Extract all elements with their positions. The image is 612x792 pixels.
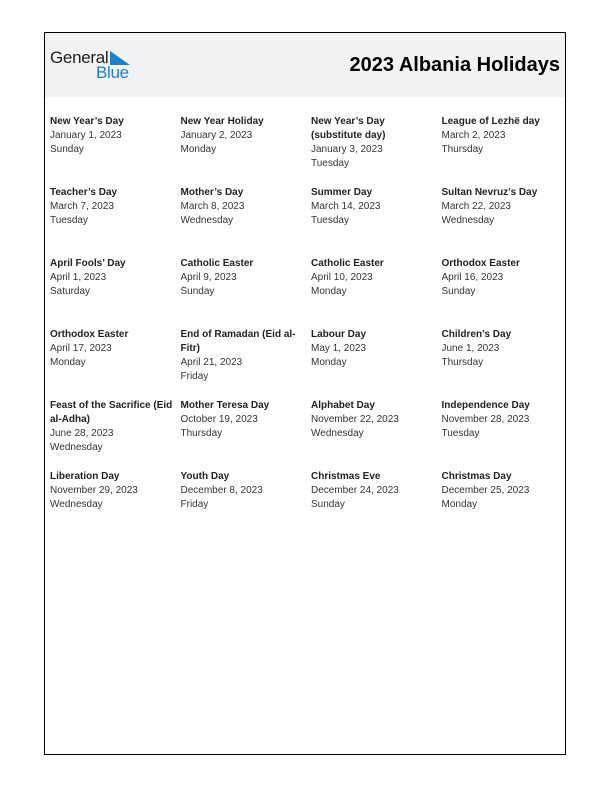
holiday-date: November 28, 2023 [441, 414, 530, 425]
holiday-entry [181, 186, 312, 257]
holiday-date: March 7, 2023 [50, 201, 114, 212]
holiday-date: April 9, 2023 [180, 272, 237, 283]
holiday-date: April 1, 2023 [50, 272, 107, 283]
holiday-date: November 29, 2023 [50, 485, 138, 496]
holiday-weekday: Thursday [180, 428, 223, 439]
holiday-name: Alphabet Day [311, 400, 375, 411]
holiday-weekday: Tuesday [50, 215, 88, 226]
holiday-entry [311, 328, 442, 399]
holiday-date: October 19, 2023 [180, 414, 258, 425]
holiday-weekday: Wednesday [50, 499, 103, 510]
holiday-weekday: Wednesday [50, 442, 103, 453]
holiday-name: Children’s Day [441, 329, 512, 340]
holiday-date: May 1, 2023 [311, 343, 367, 354]
holiday-weekday: Thursday [441, 357, 484, 368]
holiday-weekday: Sunday [311, 499, 345, 510]
holiday-weekday: Friday [180, 499, 209, 510]
holiday-weekday: Wednesday [311, 428, 364, 439]
logo-text-general: General [50, 48, 109, 67]
holiday-date: March 22, 2023 [441, 201, 511, 212]
holiday-entry [442, 399, 566, 470]
holiday-date: January 3, 2023 [311, 144, 383, 155]
holiday-weekday: Thursday [441, 144, 484, 155]
holiday-date: December 8, 2023 [180, 485, 263, 496]
holiday-entry [442, 328, 566, 399]
holiday-entry [50, 328, 181, 399]
holiday-name: Mother’s Day [180, 187, 244, 198]
holiday-weekday: Monday [180, 144, 217, 155]
generalblue-logo [50, 49, 140, 83]
holiday-name: April Fools’ Day [50, 258, 126, 269]
holiday-entry [181, 328, 312, 399]
holiday-date: April 10, 2023 [311, 272, 373, 283]
holiday-entry [50, 257, 181, 328]
holiday-date: June 1, 2023 [441, 343, 500, 354]
holiday-date: April 17, 2023 [50, 343, 112, 354]
holiday-entry [50, 115, 181, 186]
holiday-name: Mother Teresa Day [180, 400, 270, 411]
holiday-name: Sultan Nevruz’s Day [441, 187, 538, 198]
holiday-weekday: Saturday [50, 286, 91, 297]
holiday-name: Christmas Day [441, 471, 512, 482]
holiday-date: December 24, 2023 [311, 485, 399, 496]
page-title: 2023 Albania Holidays [349, 54, 560, 76]
holiday-name: Orthodox Easter [441, 258, 520, 269]
holiday-entry [181, 257, 312, 328]
holiday-entry [50, 470, 181, 541]
holiday-weekday: Monday [441, 499, 478, 510]
holiday-name: Liberation Day [50, 471, 120, 482]
holiday-name: Summer Day [311, 187, 373, 198]
holiday-weekday: Sunday [441, 286, 476, 297]
holiday-entry [311, 470, 442, 541]
logo-text-blue: Blue [96, 63, 129, 82]
holiday-name: New Year’s Day (substitute day) [311, 116, 386, 141]
page-header [45, 33, 565, 97]
holiday-entry [442, 470, 566, 541]
holiday-weekday: Sunday [180, 286, 215, 297]
holiday-date: June 28, 2023 [50, 428, 114, 439]
holiday-name: Orthodox Easter [50, 329, 129, 340]
holiday-weekday: Tuesday [311, 215, 349, 226]
holiday-entry [181, 399, 312, 470]
holiday-date: March 8, 2023 [180, 201, 245, 212]
holiday-entry [181, 470, 312, 541]
holiday-name: New Year Holiday [180, 116, 264, 127]
holiday-name: End of Ramadan (Eid al-Fitr) [180, 329, 296, 354]
holiday-weekday: Tuesday [441, 428, 480, 439]
holiday-name: Independence Day [441, 400, 530, 411]
holiday-date: April 16, 2023 [441, 272, 504, 283]
holiday-weekday: Monday [50, 357, 86, 368]
holiday-name: League of Lezhë day [441, 116, 540, 127]
holiday-weekday: Friday [180, 371, 209, 382]
holiday-date: November 22, 2023 [311, 414, 399, 425]
holiday-entry [181, 115, 312, 186]
holiday-weekday: Tuesday [311, 158, 349, 169]
holiday-grid [50, 115, 565, 541]
holiday-entry [311, 399, 442, 470]
holiday-entry [442, 257, 566, 328]
holiday-entry [311, 257, 442, 328]
holiday-entry [50, 186, 181, 257]
holiday-date: January 1, 2023 [50, 130, 122, 141]
holiday-name: Teacher’s Day [50, 187, 118, 198]
holiday-weekday: Sunday [50, 144, 84, 155]
holiday-entry [311, 186, 442, 257]
calendar-page [44, 32, 566, 755]
holiday-weekday: Monday [311, 357, 347, 368]
holiday-name: Labour Day [311, 329, 367, 340]
holiday-weekday: Wednesday [441, 215, 495, 226]
holiday-date: January 2, 2023 [180, 130, 253, 141]
holiday-name: Christmas Eve [311, 471, 381, 482]
holiday-name: New Year’s Day [50, 116, 124, 127]
holiday-entry [311, 115, 442, 186]
holiday-name: Catholic Easter [180, 258, 254, 269]
holiday-weekday: Monday [311, 286, 347, 297]
holiday-date: April 21, 2023 [180, 357, 243, 368]
holiday-name: Catholic Easter [311, 258, 384, 269]
holiday-entry [442, 115, 566, 186]
holiday-date: December 25, 2023 [441, 485, 530, 496]
holiday-entry [50, 399, 181, 470]
holiday-name: Youth Day [180, 471, 230, 482]
holiday-name: Feast of the Sacrifice (Eid al-Adha) [50, 400, 173, 425]
holiday-entry [442, 186, 566, 257]
holiday-weekday: Wednesday [180, 215, 234, 226]
holiday-date: March 14, 2023 [311, 201, 381, 212]
holiday-date: March 2, 2023 [441, 130, 506, 141]
